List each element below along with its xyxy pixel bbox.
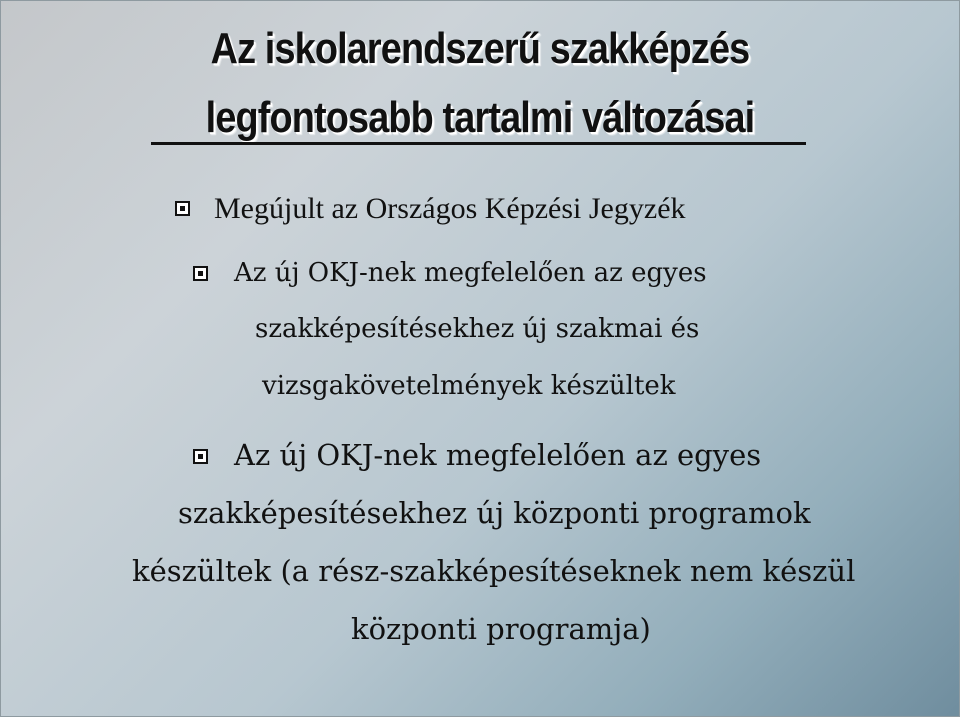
title-underline [151, 142, 806, 145]
slide-title-line2: legfontosabb tartalmi változásai [205, 93, 755, 142]
bullet-2-line-3: vizsgakövetelmények készültek [262, 371, 676, 401]
bullet-1-line-1: Megújult az Országos Képzési Jegyzék [214, 192, 686, 225]
square-bullet-icon [175, 201, 190, 216]
bullet-2-line-1: Az új OKJ-nek megfelelően az egyes [234, 258, 707, 288]
bullet-3-line-2: szakképesítésekhez új központi programok [178, 496, 811, 530]
square-bullet-icon [193, 266, 208, 281]
bullet-3-line-3: készültek (a rész-szakképesítéseknek nem készül [132, 554, 856, 588]
slide-title-line1: Az iskolarendszerű szakképzés [210, 24, 750, 73]
bullet-2-line-2: szakképesítésekhez új szakmai és [255, 314, 700, 344]
square-bullet-icon [193, 449, 208, 464]
bullet-3-line-1: Az új OKJ-nek megfelelően az egyes [234, 438, 762, 472]
bullet-3-line-4: központi programja) [351, 612, 651, 646]
